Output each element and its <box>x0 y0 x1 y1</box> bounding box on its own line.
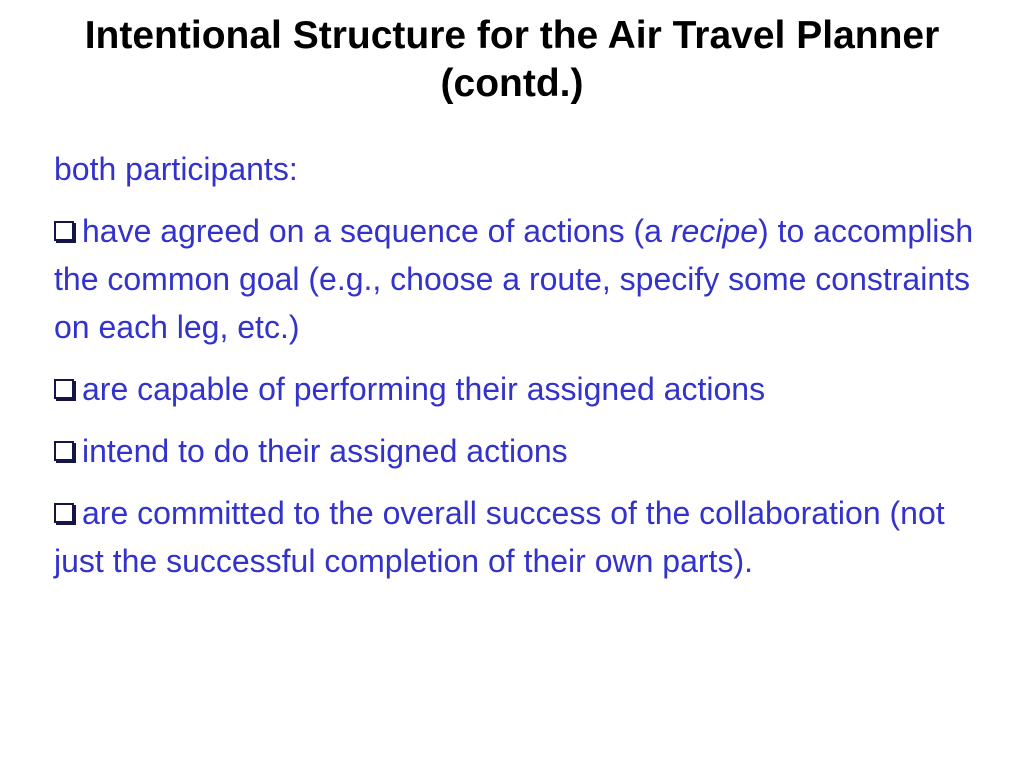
slide-body <box>54 145 984 599</box>
slide-title-line-2: (contd.) <box>440 62 584 105</box>
bullet-text-after: ) to accomplish the common goal (e.g., choose a route, specify some constraints on each leg, etc.) <box>54 213 974 345</box>
intro-text: both participants: <box>54 151 298 187</box>
checkbox-icon <box>54 503 74 523</box>
bullet-item <box>54 427 984 475</box>
bullet-emphasis: recipe <box>670 213 759 249</box>
bullet-text: intend to do their assigned actions <box>82 433 568 469</box>
bullet-text: are capable of performing their assigned actions <box>82 371 766 407</box>
checkbox-icon <box>54 441 74 461</box>
bullet-item <box>54 207 984 351</box>
bullet-text-before: have agreed on a sequence of actions (a <box>82 213 671 249</box>
checkbox-icon <box>54 379 74 399</box>
bullet-item <box>54 489 984 585</box>
bullet-item <box>54 365 984 413</box>
bullet-text: are committed to the overall success of the collaboration (not just the successful completion of their own parts). <box>54 495 945 579</box>
slide-title-line-1: Intentional Structure for the Air Travel Planner <box>84 14 940 57</box>
checkbox-icon <box>54 221 74 241</box>
slide-title <box>0 12 1024 108</box>
